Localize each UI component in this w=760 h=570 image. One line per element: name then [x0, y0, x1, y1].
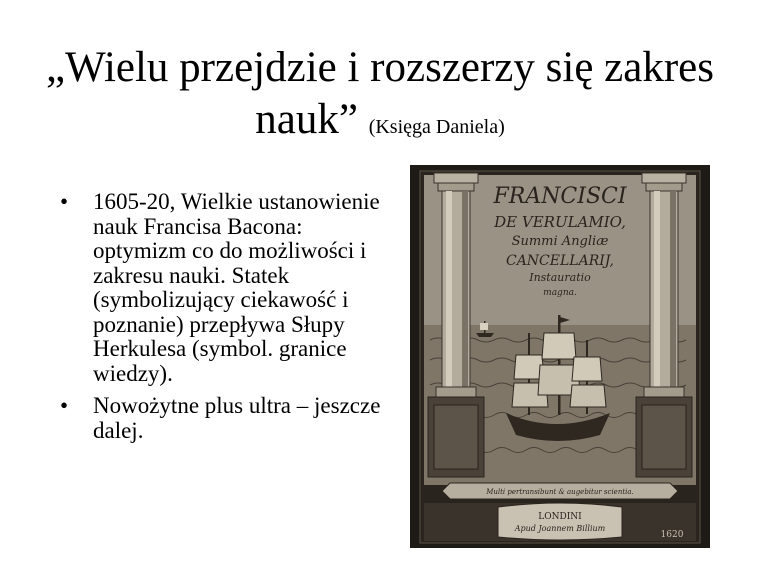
bullet-marker: • [60, 189, 69, 214]
bullet-item [60, 394, 390, 443]
title-quote: „Wielu przejdzie i rozszerzy się zakres nauk” [46, 44, 714, 143]
cartouche-line: DE VERULAMIO, [494, 213, 626, 231]
bullet-text: Nowożytne plus ultra – jeszcze dalej. [93, 393, 381, 443]
imprint-line: LONDINI [538, 512, 582, 522]
engraving-drawing [410, 165, 710, 548]
bullet-text: 1605-20, Wielkie ustanowienie nauk Francisa Bacona: optymizm co do możliwości i zakresu nauki. Statek (symbolizujący ciekawość i poznanie) przepływa Słupy Herkulesa (symbol. granice wiedzy). [93, 189, 380, 386]
frontispiece-engraving [410, 165, 710, 548]
imprint-line: Apud Joannem Billium [514, 524, 606, 533]
bullet-item [60, 190, 390, 386]
cartouche-line: Summi Angliæ [511, 234, 609, 249]
bullet-marker: • [60, 393, 69, 418]
cartouche-line: FRANCISCI [493, 184, 627, 209]
cartouche-line: Instauratio [529, 271, 591, 284]
imprint-year: 1620 [660, 530, 684, 540]
motto-banner [442, 483, 678, 499]
title-source: (Księga Daniela) [368, 116, 505, 138]
cartouche-line: CANCELLARIJ, [505, 253, 615, 269]
cartouche-line: magna. [543, 288, 577, 298]
bullet-list [60, 190, 390, 451]
motto-text: Multi pertransibunt & augebitur scientia. [486, 488, 634, 496]
slide-title [30, 42, 730, 153]
